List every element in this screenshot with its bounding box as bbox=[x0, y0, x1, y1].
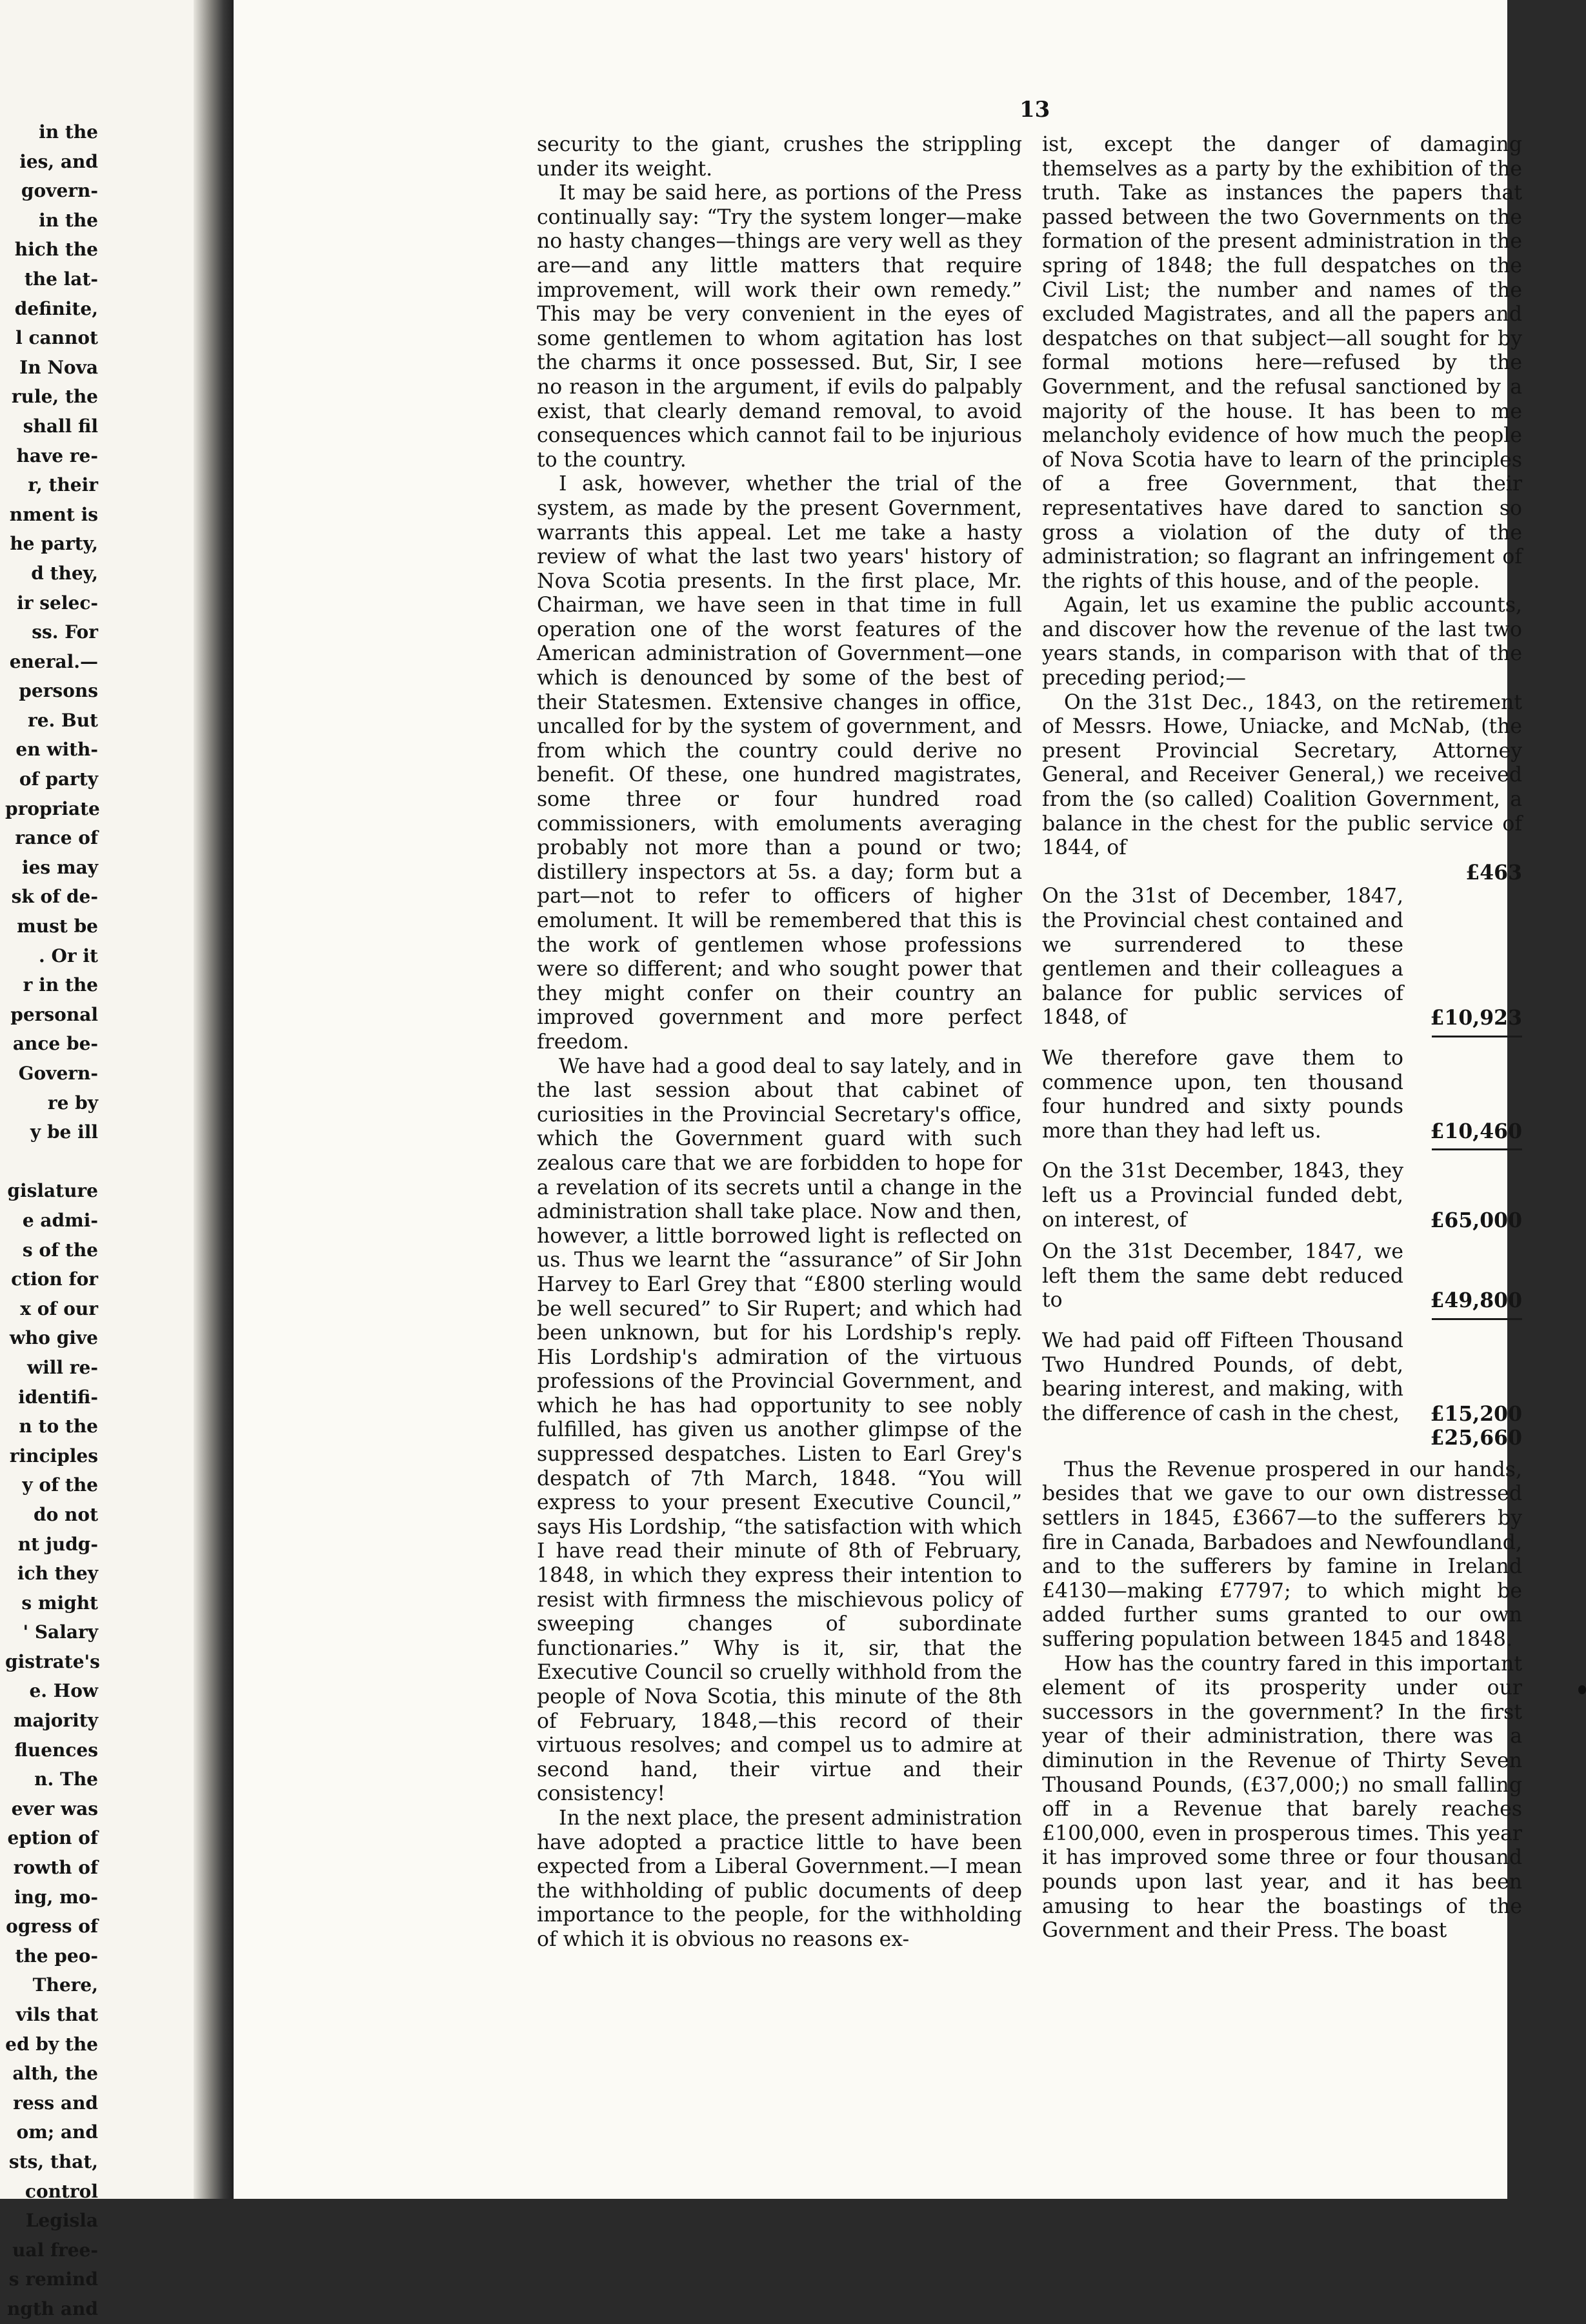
left-page-line: who give bbox=[9, 1327, 98, 1349]
ledger-row bbox=[1042, 1047, 1522, 1143]
left-page-line: In Nova bbox=[19, 356, 98, 378]
book-gutter bbox=[194, 0, 234, 2199]
left-page-line: ction for bbox=[11, 1268, 98, 1290]
left-page-line: identifi- bbox=[18, 1386, 98, 1408]
ledger-row bbox=[1042, 1329, 1522, 1426]
left-page-line: in the bbox=[39, 121, 98, 143]
ledger-label: On the 31st December, 1843, they left us a Provincial funded debt, on interest, of bbox=[1042, 1159, 1403, 1232]
left-page-line: ' Salary bbox=[23, 1621, 98, 1643]
left-page-line: gistrate's bbox=[5, 1650, 100, 1672]
ledger-row bbox=[1042, 885, 1522, 1030]
left-page-line: ever was bbox=[11, 1798, 98, 1819]
paragraph: It may be said here, as portions of the Press continually say: “Try the system longer—make no hasty changes—things are very well as they are—and any little matters that require improvement, will work their own remedy.” This may be very convenient in the eyes of some gentlemen to whom agitation has lost the charms it once possessed. But, Sir, I see no reason in the argument, if evils do palpably exist, that clearly demand removal, to avoid consequences which cannot fail to be injurious to the country. bbox=[537, 181, 1022, 472]
ledger-gap bbox=[1042, 1232, 1522, 1240]
ledger-amount: £15,200 bbox=[1430, 1401, 1522, 1426]
left-page-line: control bbox=[25, 2180, 98, 2202]
left-page-line: om; and bbox=[16, 2121, 98, 2143]
left-page-line: rinciples bbox=[9, 1445, 98, 1467]
left-page-line: he party, bbox=[10, 533, 98, 555]
left-page-line: s of the bbox=[22, 1239, 98, 1261]
left-page-line: alth, the bbox=[12, 2063, 98, 2085]
text-column-left bbox=[537, 133, 1022, 1952]
left-page-line: ss. For bbox=[32, 621, 98, 643]
left-page-line: govern- bbox=[21, 180, 98, 202]
left-page-line: ing, mo- bbox=[14, 1886, 98, 1908]
left-page-line: r, their bbox=[28, 474, 98, 496]
ledger-label: We therefore gave them to commence upon, ten thousand four hundred and sixty pounds more than they had left us. bbox=[1042, 1046, 1403, 1143]
column-right-top-paragraphs bbox=[1042, 133, 1522, 861]
ledger-row bbox=[1042, 1159, 1522, 1232]
left-page-line: ich they bbox=[17, 1563, 98, 1585]
paragraph: ist, except the danger of damaging themselves as a party by the exhibition of the truth. Take as instances the papers that passed between the two Governments on the formation of the present administration in the spring of 1848; the full despatches on the Civil List; the number and names of the excluded Magistrates, and all the papers and despatches on that subject—all sought for by formal motions here—refused by the Government, and the refusal sanctioned by a majority of the house. It has been to me melancholy evidence of how much the people of Nova Scotia have to learn of the principles of a free Government, that their representatives have dared to sanction so gross a violation of the duty of the administration; so flagrant an infringement of the rights of this house, and of the people. bbox=[1042, 133, 1522, 593]
left-page-line: en with- bbox=[15, 739, 98, 761]
left-page-line: eneral.— bbox=[9, 650, 98, 672]
ledger-label: On the 31st December, 1847, we left them the same debt reduced to bbox=[1042, 1240, 1403, 1312]
left-page-line: nment is bbox=[9, 503, 98, 525]
left-page-line: must be bbox=[17, 916, 98, 937]
left-page-line: persons bbox=[19, 680, 98, 702]
left-page-line: d they, bbox=[31, 562, 98, 584]
left-page-line: in the bbox=[39, 209, 98, 231]
left-page-edge bbox=[0, 0, 194, 2319]
left-page-line: ies may bbox=[21, 856, 98, 878]
left-page-line: ress and bbox=[13, 2092, 98, 2114]
ledger-rule bbox=[1432, 1036, 1522, 1037]
left-page-line bbox=[5, 1147, 98, 1177]
left-page-line: propriate bbox=[5, 797, 100, 819]
left-page-line: y of the bbox=[22, 1474, 98, 1496]
left-page-line: n. The bbox=[34, 1768, 98, 1790]
left-page-line: rance of bbox=[15, 827, 98, 849]
left-page-text-fragments bbox=[5, 117, 98, 2324]
left-page-line: ance be- bbox=[12, 1033, 98, 1055]
left-page-line: sk of de- bbox=[11, 886, 98, 908]
left-page-line: y be ill bbox=[30, 1121, 98, 1143]
ledger-label: We had paid off Fifteen Thousand Two Hundred Pounds, of debt, bearing interest, and making, with the difference of cash in the chest, bbox=[1042, 1328, 1403, 1425]
left-page-line: majority bbox=[13, 1710, 98, 1732]
left-page-line: shall fil bbox=[23, 415, 98, 437]
paragraph: security to the giant, crushes the strippling under its weight. bbox=[537, 133, 1022, 181]
left-page-line: re by bbox=[47, 1092, 98, 1114]
paragraph: We have had a good deal to say lately, and in the last session about that cabinet of curiosities in the Provincial Secretary's office, which the Government guard with such zealous care that we are forbidden to hope for a revelation of its secrets until a change in the administration shall take place. Now and then, however, a little borrowed light is reflected on us. Thus we learnt the “assurance” of Sir John Harvey to Earl Grey that “£800 sterling would be well secured” to Sir Rupert; and which had been unknown, but for his Lordship's reply. His Lordship's admiration of the virtuous professions of the Provincial Government, and which he has had opportunity to see nobly fulfilled, has given us another glimpse of the suppressed despatches. Listen to Earl Grey's despatch of 7th March, 1848. “You will express to your present Executive Council,” says His Lordship, “the satisfaction with which I have read their minute of 8th of February, 1848, in which they express their intention to resist with firmness the mischievous policy of sweeping changes of subordinate functionaries.” Why is it, sir, that the Executive Council so cruelly withhold from the people of Nova Scotia, this minute of the 8th of February, 1848,—this record of their virtuous resolves; and compel us to admire at second hand, their virtue and their consistency! bbox=[537, 1054, 1022, 1806]
left-page-line: There, bbox=[32, 1974, 98, 1996]
left-page-line: the lat- bbox=[24, 268, 98, 290]
left-page-line: vils that bbox=[15, 2004, 98, 2025]
paragraph: Again, let us examine the public accounts, and discover how the revenue of the last two years stands, in comparison with that of the preceding period;— bbox=[1042, 594, 1522, 690]
left-page-line: will re- bbox=[27, 1356, 98, 1378]
revenue-ledger bbox=[1042, 861, 1522, 1458]
left-page-line: e. How bbox=[29, 1680, 98, 1702]
left-page-line: r in the bbox=[23, 974, 98, 996]
left-page-line: ies, and bbox=[19, 150, 98, 172]
ledger-row-total bbox=[1042, 1426, 1522, 1450]
text-column-right bbox=[1042, 133, 1522, 1943]
ledger-rule bbox=[1432, 1148, 1522, 1150]
left-page-line: re. But bbox=[27, 709, 98, 731]
paragraph: How has the country fared in this important element of its prosperity under our successors in the government? In the first year of their administration, there was a diminution in the Revenue of Thirty Seven Thousand Pounds, (£37,000;) no small falling off in a Revenue that barely reaches £100,000, even in prosperous times. This year it has improved some three or four thousand pounds upon last year, and it has been amusing to hear the boastings of the Government and their Press. The boast bbox=[1042, 1652, 1522, 1943]
ledger-rule bbox=[1432, 1318, 1522, 1320]
ledger-label: On the 31st of December, 1847, the Provincial chest contained and we surrendered to these gentlemen and their colleagues a balance for public services of 1848, of bbox=[1042, 885, 1403, 1030]
left-page-line: the peo- bbox=[15, 1945, 98, 1967]
left-page-line: gislature bbox=[7, 1180, 98, 1202]
ledger-amount: £65,000 bbox=[1430, 1208, 1522, 1232]
left-page-line: n to the bbox=[19, 1416, 98, 1437]
paragraph: I ask, however, whether the trial of the system, as made by the present Government, warrants this appeal. Let me take a hasty review of what the last two years' history of Nova Scotia presents. In the first place, Mr. Chairman, we have seen in that time in full operation one of the worst features of the American administration of Government—one which is denounced by some of the best of their Statesmen. Extensive changes in office, uncalled for by the system of government, and from which the country could derive no benefit. Of these, one hundred magistrates, some three or four hundred road commissioners, with emoluments averaging probably not more than a pound or two; distillery inspectors at 5s. a day; form but a part—not to refer to officers of higher emolument. It will be remembered that this is the work of gentlemen whose professions were so different; and who sought power that they might confer on their country an improved government and more perfect freedom. bbox=[537, 472, 1022, 1054]
left-page-line: l cannot bbox=[15, 327, 98, 349]
left-page-line: rule, the bbox=[11, 386, 98, 408]
ledger-amount: £49,800 bbox=[1430, 1288, 1522, 1313]
left-page-line: ngth and bbox=[6, 2298, 98, 2319]
left-page-line: ed by the bbox=[5, 2033, 98, 2055]
left-page-line: definite, bbox=[14, 297, 98, 319]
paragraph: In the next place, the present administration have adopted a practice little to have been expected from a Liberal Government.—I mean the withholding of public documents of deep importance to the people, for the withholding of which it is obvious no reasons ex- bbox=[537, 1806, 1022, 1951]
ledger-amount: £10,460 bbox=[1430, 1119, 1522, 1143]
left-page-line: do not bbox=[34, 1503, 98, 1525]
left-page-line: nt judg- bbox=[17, 1533, 98, 1555]
ledger-amount: £463 bbox=[1465, 860, 1522, 885]
column-right-bottom-paragraphs bbox=[1042, 1458, 1522, 1943]
left-page-line: hich the bbox=[14, 239, 98, 261]
ledger-row-first bbox=[1042, 861, 1522, 885]
left-page-line: have re- bbox=[16, 445, 98, 466]
left-page-line: rowth of bbox=[13, 1857, 98, 1879]
ledger-gap bbox=[1042, 1450, 1522, 1458]
left-page-line: sts, that, bbox=[8, 2150, 98, 2172]
left-page-line: s remind bbox=[8, 2269, 98, 2290]
page-number: 13 bbox=[1019, 97, 1050, 123]
left-page-line: e admi- bbox=[22, 1209, 98, 1231]
left-page-line: . Or it bbox=[39, 945, 98, 967]
page bbox=[234, 0, 1522, 2199]
left-page-line: x of our bbox=[20, 1297, 98, 1319]
left-page-line: Legisla bbox=[25, 2210, 98, 2232]
paragraph: Thus the Revenue prospered in our hands, besides that we gave to our own distressed settlers in 1845, £3667—to the sufferers by fire in Canada, Barbadoes and Newfoundland, and to the sufferers by famine in Ireland £4130—making £7797; to which might be added further sums granted to our own suffering population between 1845 and 1848. bbox=[1042, 1458, 1522, 1652]
left-page-line: ir selec- bbox=[17, 592, 98, 614]
left-page-line: ual free- bbox=[12, 2239, 98, 2261]
left-page-line: of party bbox=[19, 768, 98, 790]
left-page-line: personal bbox=[10, 1003, 98, 1025]
ledger-row bbox=[1042, 1240, 1522, 1313]
left-page-line: fluences bbox=[14, 1739, 98, 1761]
left-page-line: eption of bbox=[7, 1827, 98, 1849]
ledger-amount: £10,923 bbox=[1430, 1006, 1522, 1030]
left-page-line: s might bbox=[21, 1592, 98, 1614]
left-page-line: ogress of bbox=[6, 1916, 98, 1938]
paragraph: On the 31st Dec., 1843, on the retirement of Messrs. Howe, Uniacke, and McNab, (the present Provincial Secretary, Attorney General, and Receiver General,) we received from the (so called) Coalition Government, a balance in the chest for the public service of 1844, of bbox=[1042, 690, 1522, 860]
left-page-line: Govern- bbox=[18, 1063, 98, 1084]
ledger-amount-total: £25,660 bbox=[1430, 1426, 1522, 1450]
ink-spot bbox=[1578, 1685, 1586, 1694]
